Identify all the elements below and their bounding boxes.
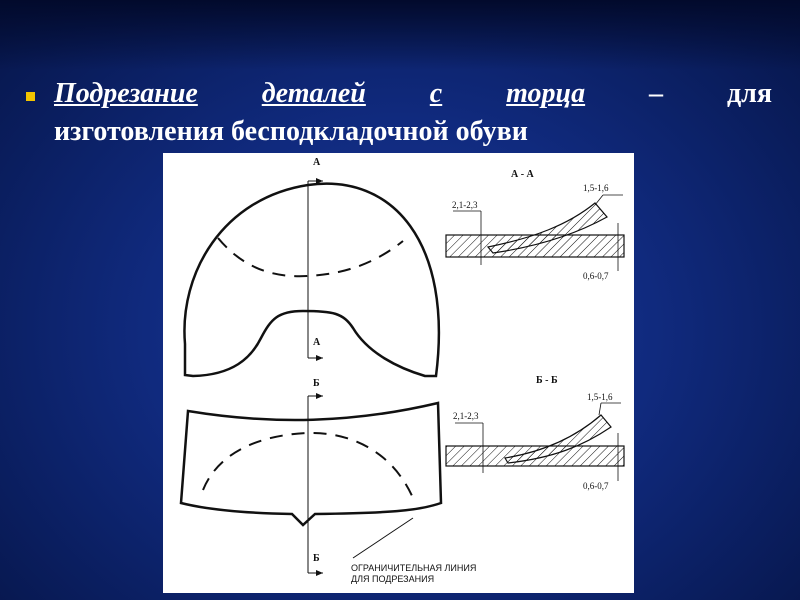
title-word-3: с xyxy=(429,78,443,109)
title-word-4: торца xyxy=(506,78,586,109)
slide-title-line-1 xyxy=(54,78,772,110)
section-b-title: Б - Б xyxy=(536,375,558,386)
limit-line-label-2: ДЛЯ ПОДРЕЗАНИЯ xyxy=(351,574,435,584)
title-word-1: Подрезание xyxy=(54,78,198,109)
section-b-thickness: 2,1-2,3 xyxy=(453,411,479,421)
upper-part-limit-line xyxy=(218,238,403,276)
limit-line-leader xyxy=(353,518,413,558)
upper-part-outline xyxy=(184,184,438,376)
section-b-edge: 0,6-0,7 xyxy=(583,481,609,491)
section-a-skive: 1,5-1,6 xyxy=(583,183,609,193)
section-a-edge: 0,6-0,7 xyxy=(583,271,609,281)
cut-a-top-label: А xyxy=(313,157,321,168)
top-shading xyxy=(0,0,800,70)
title-word-5: для xyxy=(726,78,772,109)
limit-line-label-1: ОГРАНИЧИТЕЛЬНАЯ ЛИНИЯ xyxy=(351,563,477,573)
title-word-2: деталей xyxy=(261,78,366,109)
cut-b-bottom-label: Б xyxy=(313,553,320,564)
slide-title-line-2: изготовления бесподкладочной обуви xyxy=(54,116,528,147)
section-b-skive: 1,5-1,6 xyxy=(587,392,613,402)
section-a-thickness: 2,1-2,3 xyxy=(452,200,478,210)
bullet-icon xyxy=(26,92,35,101)
cut-a-bottom-label: А xyxy=(313,337,321,348)
cut-b-top-label: Б xyxy=(313,378,320,389)
technical-drawing xyxy=(163,153,634,593)
drawing-canvas xyxy=(163,153,634,593)
section-a-title: А - А xyxy=(511,169,534,180)
title-dash: – xyxy=(649,78,664,109)
